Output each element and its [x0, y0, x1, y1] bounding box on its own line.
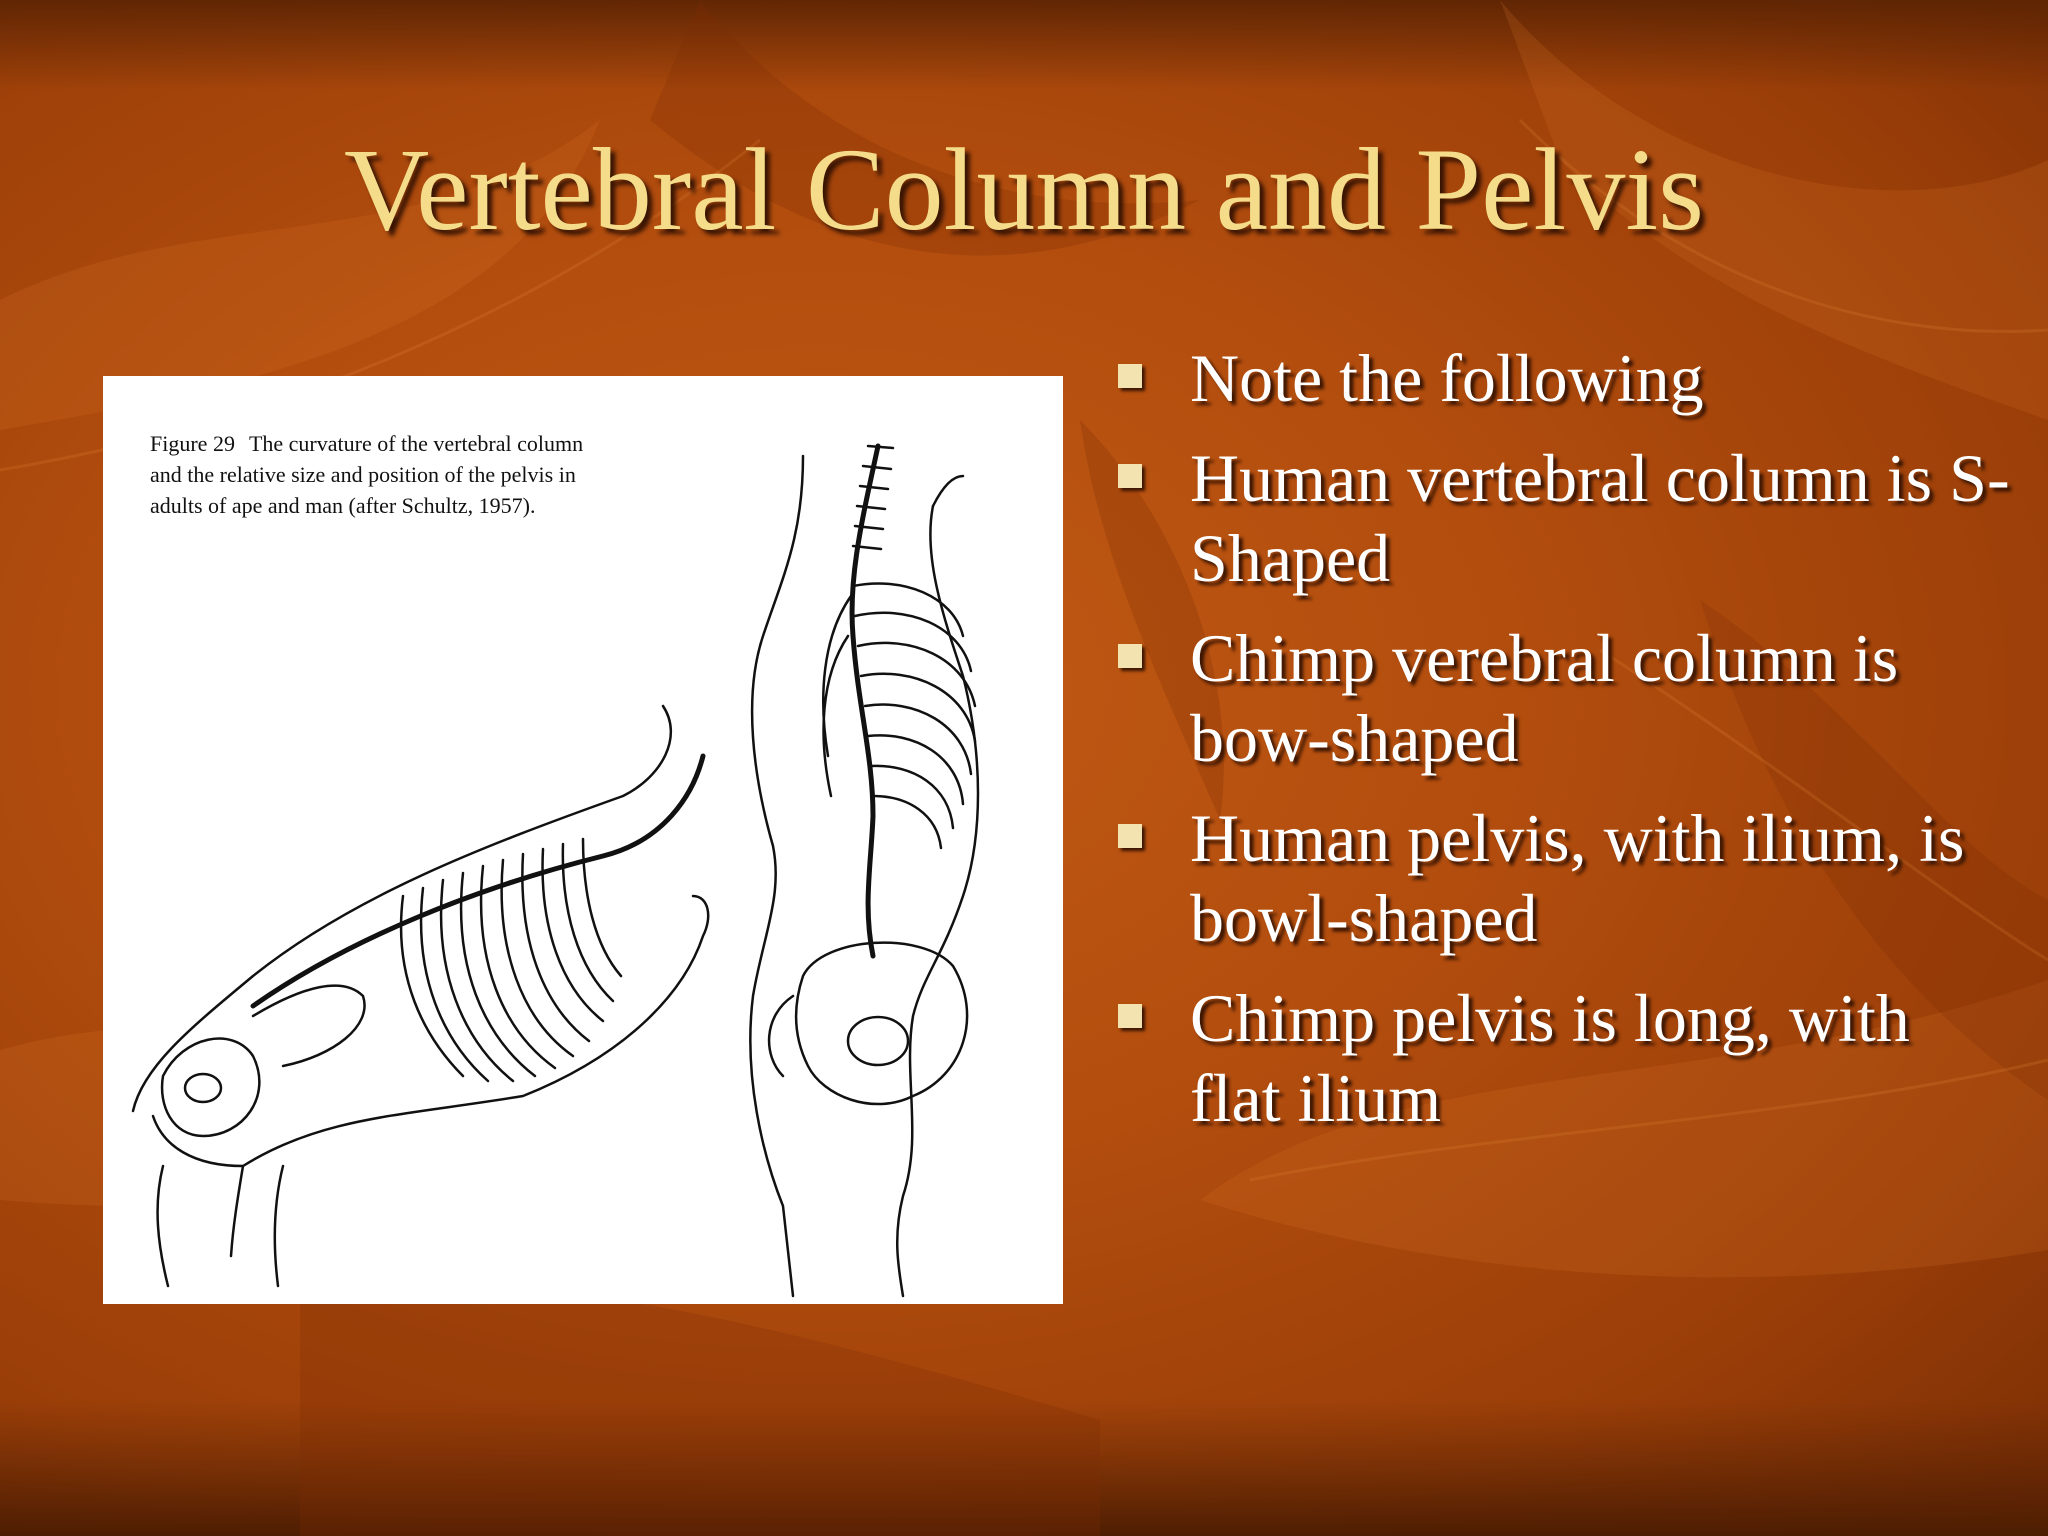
bullet-text: Chimp pelvis is long, with flat ilium: [1190, 980, 1910, 1136]
skeleton-figure: [103, 376, 1063, 1304]
square-bullet-icon: [1118, 464, 1142, 488]
figure-number: Figure 29: [150, 431, 235, 456]
bullet-text: Human vertebral column is S-Shaped: [1190, 440, 2010, 596]
square-bullet-icon: [1118, 1004, 1142, 1028]
bullet-text: Chimp verebral column is bow-shaped: [1190, 620, 1899, 776]
bullet-list: [1112, 338, 2012, 1158]
bullet-text: Note the following: [1190, 340, 1704, 416]
square-bullet-icon: [1118, 364, 1142, 388]
figure-caption-text: The curvature of the vertebral column and the relative size and position of the pelvis in adults of ape and man (after Schultz, 1957).: [150, 431, 584, 518]
bullet-item: [1112, 618, 2012, 778]
figure-caption: [150, 428, 610, 521]
bullet-text: Human pelvis, with ilium, is bowl-shaped: [1190, 800, 1965, 956]
square-bullet-icon: [1118, 644, 1142, 668]
bullet-item: [1112, 798, 2012, 958]
square-bullet-icon: [1118, 824, 1142, 848]
slide-title: Vertebral Column and Pelvis: [343, 124, 1705, 255]
bullet-item: [1112, 338, 2012, 418]
bullet-item: [1112, 438, 2012, 598]
bullet-item: [1112, 978, 2012, 1138]
